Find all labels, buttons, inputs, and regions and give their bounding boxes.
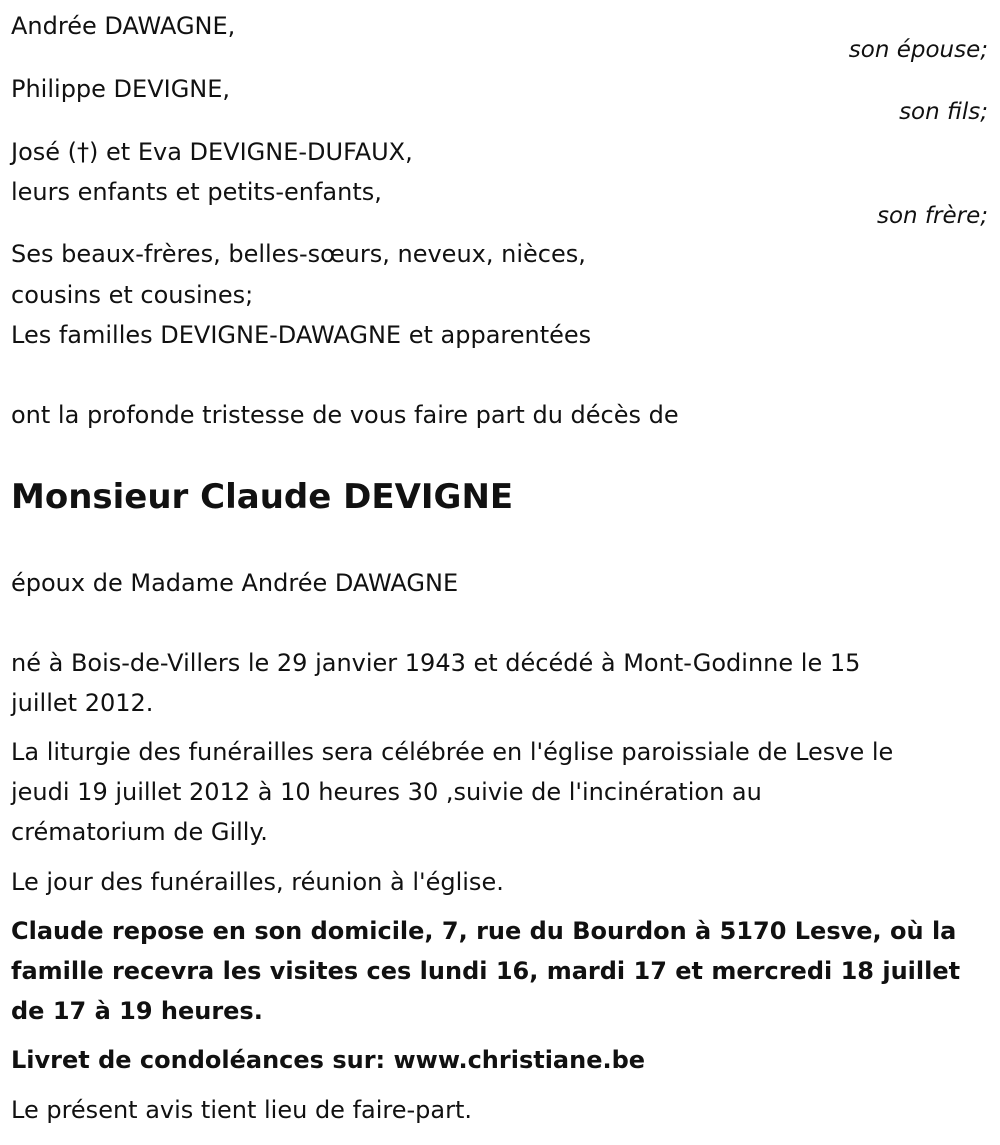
- family-line: Philippe DEVIGNE,: [11, 75, 231, 103]
- condolences-link-text: Livret de condoléances sur: www.christiane.be: [11, 1046, 646, 1074]
- paragraph-line: de 17 à 19 heures.: [11, 997, 263, 1025]
- spouse-line: époux de Madame Andrée DAWAGNE: [11, 569, 459, 597]
- family-line: leurs enfants et petits-enfants,: [11, 178, 382, 206]
- paragraph-line: né à Bois-de-Villers le 29 janvier 1943 et décédé à Mont-Godinne le 15: [11, 649, 861, 677]
- family-line: José (†) et Eva DEVIGNE-DUFAUX,: [11, 138, 413, 166]
- relation-label: son fils;: [899, 99, 988, 125]
- family-line: Ses beaux-frères, belles-sœurs, neveux, nièces,: [11, 240, 586, 268]
- closing-text: Le présent avis tient lieu de faire-part.: [11, 1096, 473, 1124]
- paragraph-line: jeudi 19 juillet 2012 à 10 heures 30 ,suivie de l'incinération au: [11, 778, 762, 806]
- meeting-text: Le jour des funérailles, réunion à l'église.: [11, 868, 504, 896]
- family-line: Andrée DAWAGNE,: [11, 12, 236, 40]
- paragraph-line: crématorium de Gilly.: [11, 818, 268, 846]
- paragraph-line: juillet 2012.: [11, 689, 154, 717]
- paragraph-line: famille recevra les visites ces lundi 16, mardi 17 et mercredi 18 juillet: [11, 957, 961, 985]
- deceased-name: Monsieur Claude DEVIGNE: [11, 477, 514, 517]
- family-line: Les familles DEVIGNE-DAWAGNE et apparentées: [11, 321, 592, 349]
- relation-label: son épouse;: [848, 37, 988, 63]
- paragraph-line: Claude repose en son domicile, 7, rue du Bourdon à 5170 Lesve, où la: [11, 917, 957, 945]
- family-line: cousins et cousines;: [11, 281, 254, 309]
- relation-label: son frère;: [876, 203, 988, 229]
- paragraph-line: La liturgie des funérailles sera célébrée en l'église paroissiale de Lesve le: [11, 738, 894, 766]
- announcement-text: ont la profonde tristesse de vous faire part du décès de: [11, 401, 679, 429]
